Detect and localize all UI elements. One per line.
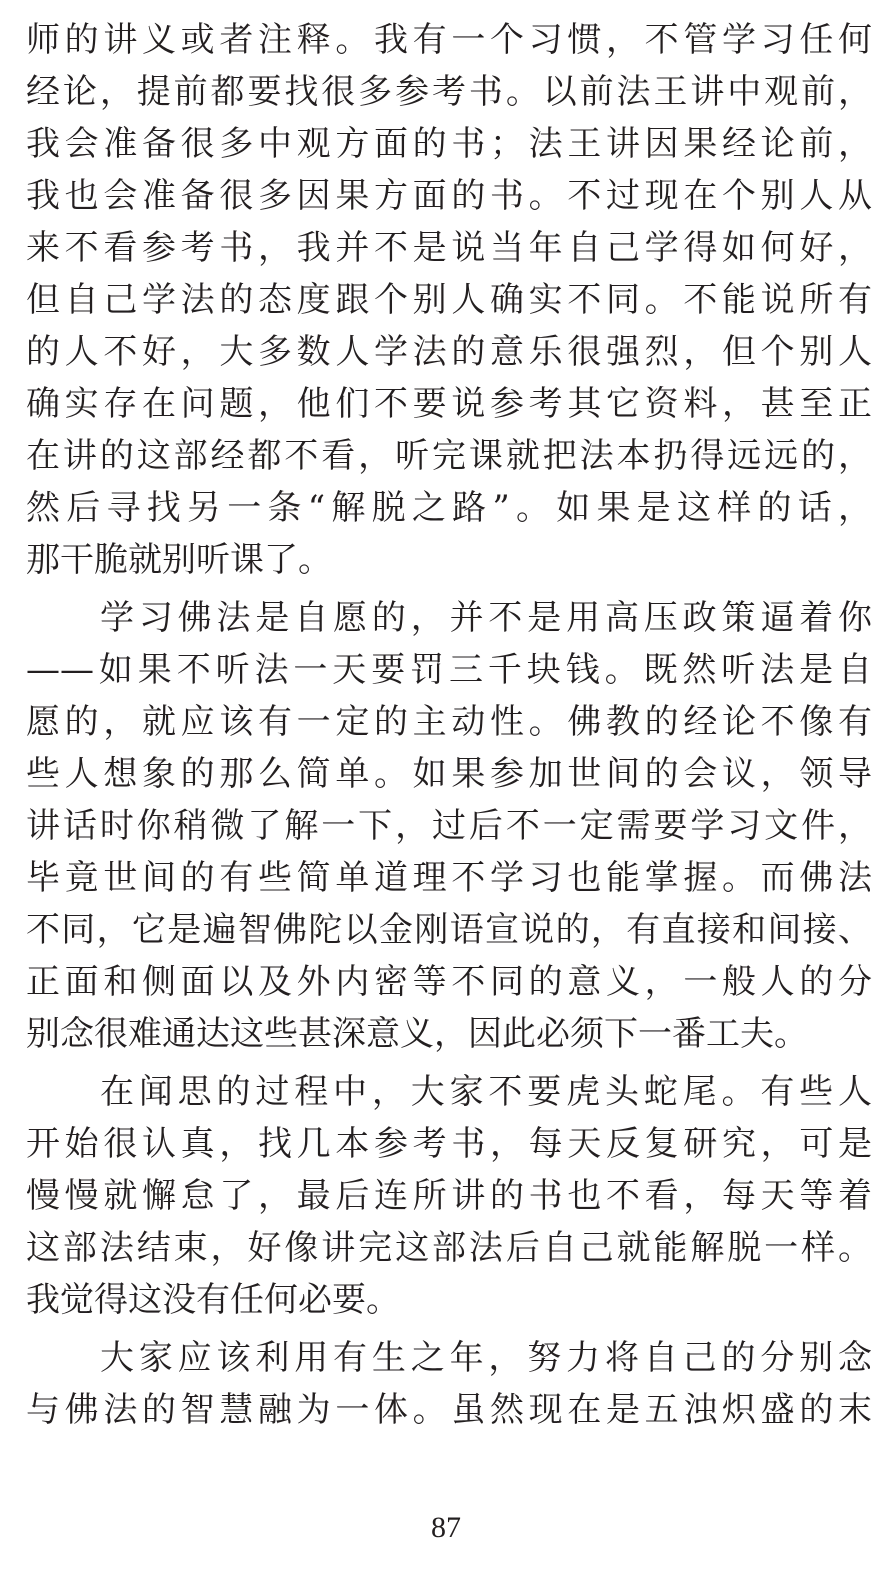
- text-line: 正面和侧面以及外内密等不同的意义，一般人的分: [26, 962, 872, 1002]
- text-line: 这部法结束，好像讲完这部法后自己就能解脱一样。: [26, 1228, 872, 1268]
- text-line: 别念很难通达这些甚深意义，因此必须下一番工夫。: [26, 1014, 808, 1054]
- text-line: 愿的，就应该有一定的主动性。佛教的经论不像有: [26, 702, 872, 742]
- body-text: [26, 14, 872, 1436]
- text-line: 师的讲义或者注释。我有一个习惯，不管学习任何: [26, 20, 872, 60]
- text-line: 来不看参考书，我并不是说当年自己学得如何好，: [26, 228, 872, 268]
- text-line: 慢慢就懈怠了，最后连所讲的书也不看，每天等着: [26, 1176, 872, 1216]
- text-line: 我也会准备很多因果方面的书。不过现在个别人从: [26, 176, 872, 216]
- text-line: 然后寻找另一条“解脱之路”。如果是这样的话，: [26, 488, 872, 528]
- text-line: 那干脆就别听课了。: [26, 540, 332, 580]
- text-line: 开始很认真，找几本参考书，每天反复研究，可是: [26, 1124, 872, 1164]
- text-line: 些人想象的那么简单。如果参加世间的会议，领导: [26, 754, 872, 794]
- paragraph-1: [26, 14, 872, 586]
- text-line: 确实存在问题，他们不要说参考其它资料，甚至正: [26, 384, 872, 424]
- text-line: 在闻思的过程中，大家不要虎头蛇尾。有些人: [100, 1072, 872, 1112]
- text-line: 不同，它是遍智佛陀以金刚语宣说的，有直接和间接、: [26, 910, 872, 950]
- text-line: 但自己学法的态度跟个别人确实不同。不能说所有: [26, 280, 872, 320]
- text-line: 学习佛法是自愿的，并不是用高压政策逼着你: [100, 598, 872, 638]
- text-line: 毕竟世间的有些简单道理不学习也能掌握。而佛法: [26, 858, 872, 898]
- text-line: 大家应该利用有生之年，努力将自己的分别念: [100, 1338, 872, 1378]
- text-line: 经论，提前都要找很多参考书。以前法王讲中观前，: [26, 72, 872, 112]
- text-line: 我会准备很多中观方面的书；法王讲因果经论前，: [26, 124, 872, 164]
- text-line: 讲话时你稍微了解一下，过后不一定需要学习文件，: [26, 806, 872, 846]
- text-line: 与佛法的智慧融为一体。虽然现在是五浊炽盛的末: [26, 1390, 872, 1430]
- paragraph-2: [26, 592, 872, 1060]
- text-line: ——如果不听法一天要罚三千块钱。既然听法是自: [26, 650, 872, 690]
- text-line: 的人不好，大多数人学法的意乐很强烈，但个别人: [26, 332, 872, 372]
- paragraph-4: [26, 1332, 872, 1436]
- text-line: 在讲的这部经都不看，听完课就把法本扔得远远的，: [26, 436, 872, 476]
- paragraph-3: [26, 1066, 872, 1326]
- text-line: 我觉得这没有任何必要。: [26, 1280, 400, 1320]
- page-number: 87: [431, 1511, 461, 1544]
